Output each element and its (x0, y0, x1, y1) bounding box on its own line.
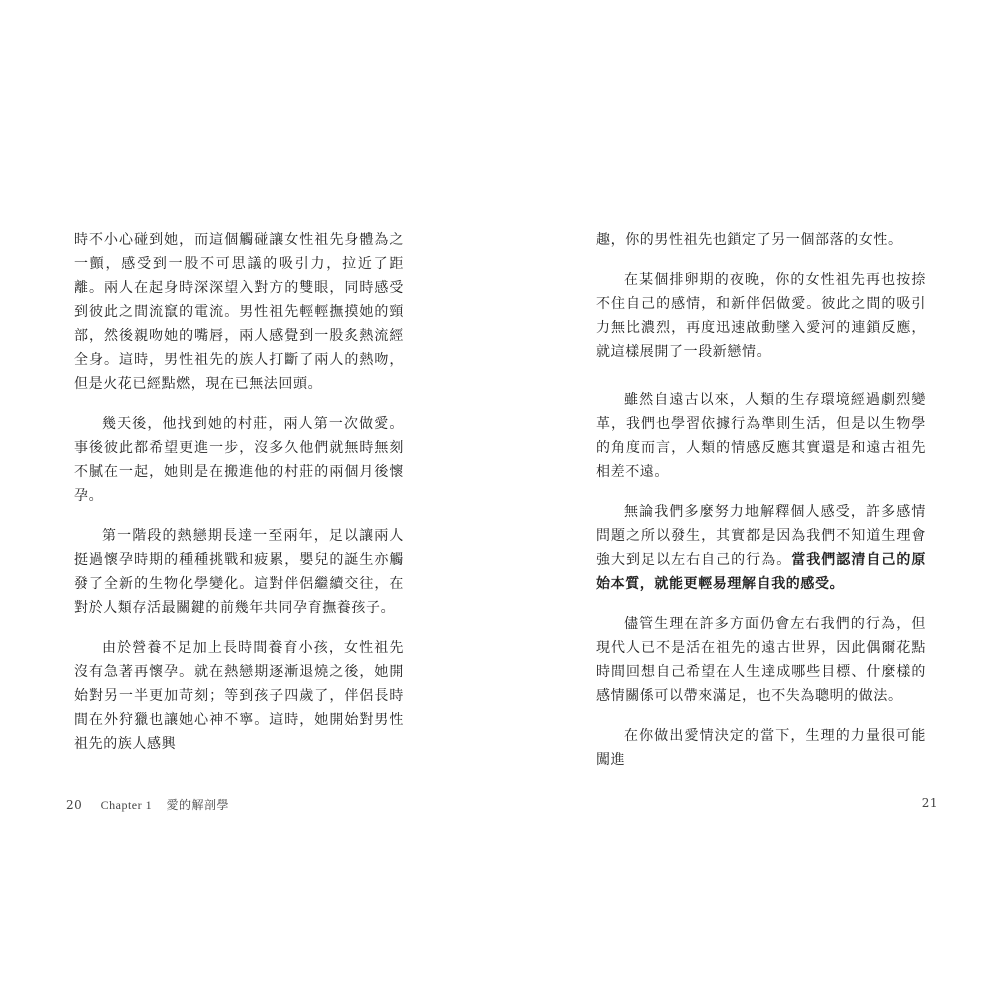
right-page-number: 21 (921, 796, 938, 810)
left-page-footer (66, 796, 229, 813)
left-page (74, 228, 404, 772)
right-paragraph-5: 儘管生理在許多方面仍會左右我們的行為，但現代人已不是活在祖先的遠古世界，因此偶爾花點時間回想自己希望在人生達成哪些目標、什麼樣的感情關係可以帶來滿足，也不失為聰明的做法。 (596, 616, 926, 704)
left-paragraph-2: 幾天後，他找到她的村莊，兩人第一次做愛。事後彼此都希望更進一步，沒多久他們就無時無刻不膩在一起，她則是在搬進他的村莊的兩個月後懷孕。 (74, 416, 404, 504)
right-paragraph-2: 在某個排卵期的夜晚，你的女性祖先再也按捺不住自己的感情，和新伴侶做愛。彼此之間的吸引力無比濃烈，再度迅速啟動墜入愛河的連鎖反應，就這樣展開了一段新戀情。 (596, 272, 926, 360)
right-paragraph-4 (596, 500, 926, 596)
chapter-title: 愛的解剖學 (166, 798, 229, 812)
right-page (596, 228, 926, 788)
left-paragraph-3: 第一階段的熱戀期長達一至兩年，足以讓兩人挺過懷孕時期的種種挑戰和疲累，嬰兒的誕生亦觸發了全新的生物化學變化。這對伴侶繼續交往，在對於人類存活最關鍵的前幾年共同孕育撫養孩子。 (74, 528, 404, 616)
left-paragraph-4: 由於營養不足加上長時間養育小孩，女性祖先沒有急著再懷孕。就在熱戀期逐漸退燒之後，她開始對另一半更加苛刻；等到孩子四歲了，伴侶長時間在外狩獵也讓她心神不寧。這時，她開始對男性祖先的族人感興 (74, 640, 404, 752)
right-paragraph-4-text: 無論我們多麼努力地解釋個人感受，許多感情問題之所以發生，其實都是因為我們不知道生理會強大到足以左右自己的行為。 (596, 504, 926, 568)
right-paragraph-3: 雖然自遠古以來，人類的生存環境經過劇烈變革，我們也學習依據行為準則生活，但是以生物學的角度而言，人類的情感反應其實還是和遠古祖先相差不遠。 (596, 392, 926, 480)
left-paragraph-1: 時不小心碰到她，而這個觸碰讓女性祖先身體為之一顫，感受到一股不可思議的吸引力，拉近了距離。兩人在起身時深深望入對方的雙眼，同時感受到彼此之間流竄的電流。男性祖先輕輕撫摸她的頸部，然後親吻她的嘴唇，兩人感覺到一股炙熱流經全身。這時，男性祖先的族人打斷了兩人的熱吻，但是火花已經點燃，現在已無法回頭。 (74, 232, 404, 392)
right-paragraph-6: 在你做出愛情決定的當下，生理的力量很可能闖進 (596, 728, 926, 768)
right-paragraph-1: 趣，你的男性祖先也鎖定了另一個部落的女性。 (596, 232, 903, 248)
right-paragraph-4-emphasis: 當我們認清自己的原始本質，就能更輕易理解自我的感受。 (596, 552, 926, 592)
right-page-footer (918, 796, 938, 810)
left-page-number: 20 (66, 798, 83, 812)
chapter-label: Chapter 1 (100, 798, 153, 812)
